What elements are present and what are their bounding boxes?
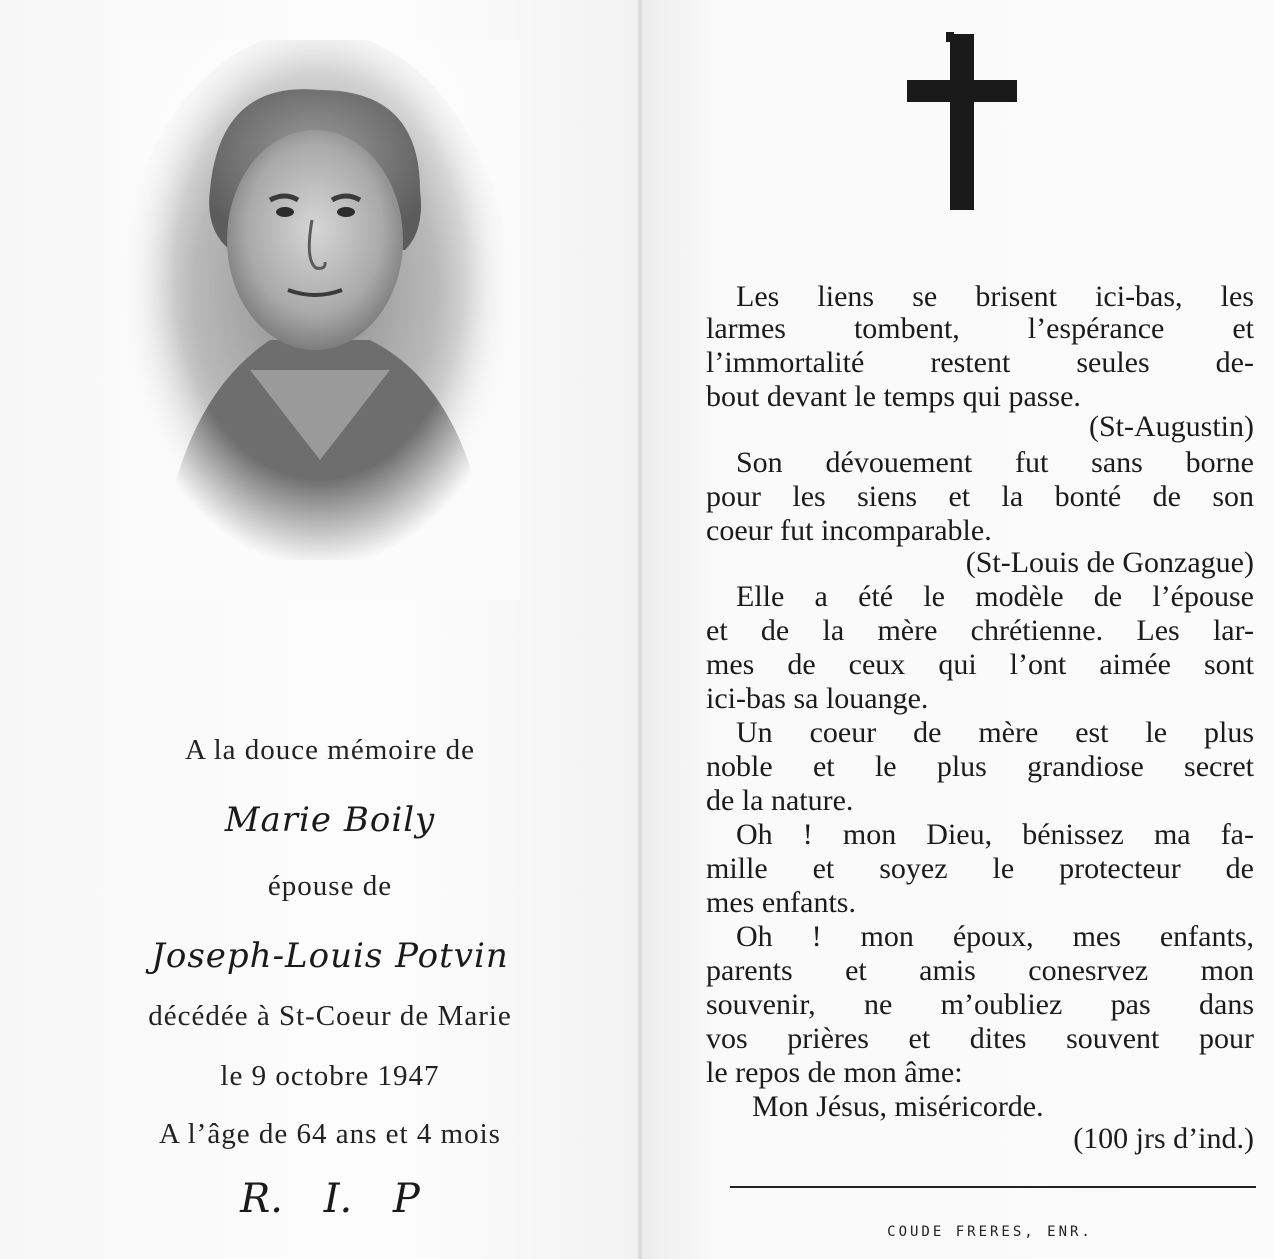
death-place: décédée à St-Coeur de Marie: [148, 1000, 512, 1032]
prayer-attribution: (St-Augustin): [1089, 410, 1254, 443]
prayer-line: ici-bas sa louange.: [706, 682, 929, 715]
prayer-line: Oh ! mon époux, mes enfants,: [736, 920, 1254, 953]
prayer-line: mes enfants.: [706, 886, 856, 919]
prayer-invocation: Mon Jésus, miséricorde.: [752, 1090, 1044, 1123]
prayer-line: noble et le plus grandiose secret: [706, 750, 1254, 783]
prayer-line: coeur fut incomparable.: [706, 514, 992, 547]
prayer-line: de la nature.: [706, 784, 854, 817]
death-date: le 9 octobre 1947: [220, 1060, 440, 1092]
prayer-line: Son dévouement fut sans borne: [736, 446, 1254, 479]
prayer-line: Oh ! mon Dieu, bénissez ma fa-: [736, 818, 1254, 851]
indulgence-note: (100 jrs d’ind.): [1073, 1122, 1254, 1155]
divider-rule: [730, 1186, 1256, 1188]
printer-credit: COUDE FRERES, ENR.: [887, 1224, 1093, 1240]
prayer-line: pour les siens et la bonté de son: [706, 480, 1254, 513]
prayer-line: mes de ceux qui l’ont aimée sont: [706, 648, 1254, 681]
prayer-line: souvenir, ne m’oubliez pas dans: [706, 988, 1254, 1021]
prayer-line: et de la mère chrétienne. Les lar-: [706, 614, 1254, 647]
prayer-line: parents et amis conesrvez mon: [706, 954, 1254, 987]
portrait-photo: [120, 40, 520, 600]
prayer-line: mille et soyez le protecteur de: [706, 852, 1254, 885]
rip-inscription: R. I. P: [240, 1176, 420, 1222]
prayer-text: [706, 0, 1254, 1180]
prayer-attribution: (St-Louis de Gonzague): [965, 546, 1254, 579]
memorial-intro: A la douce mémoire de: [185, 734, 475, 766]
spouse-name: Joseph-Louis Potvin: [151, 936, 509, 976]
prayer-line: Elle a été le modèle de l’épouse: [736, 580, 1254, 613]
prayer-line: Les liens se brisent ici-bas, les: [736, 280, 1254, 313]
prayer-line: l’immortalité restent seules de-: [706, 346, 1254, 379]
age-at-death: A l’âge de 64 ans et 4 mois: [159, 1118, 501, 1150]
prayer-line: larmes tombent, l’espérance et: [706, 312, 1254, 345]
prayer-line: bout devant le temps qui passe.: [706, 380, 1081, 413]
prayer-line: vos prières et dites souvent pour: [706, 1022, 1254, 1055]
spouse-intro: épouse de: [267, 870, 393, 902]
prayer-line: le repos de mon âme:: [706, 1056, 963, 1089]
card-fold: [636, 0, 644, 1259]
prayer-line: Un coeur de mère est le plus: [736, 716, 1254, 749]
deceased-name: Marie Boily: [224, 800, 436, 840]
